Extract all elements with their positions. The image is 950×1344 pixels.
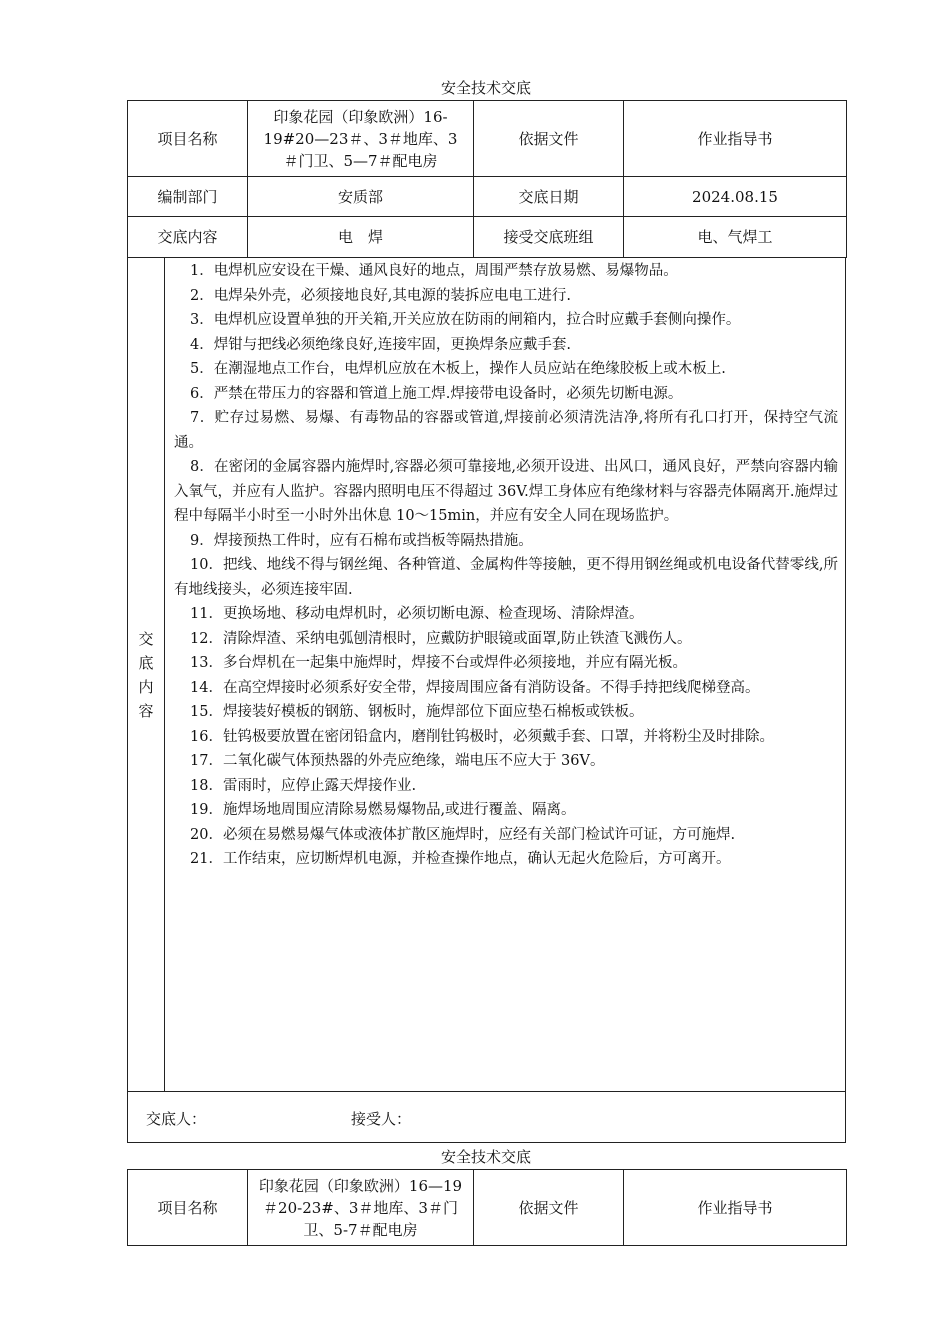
header-table [127,100,847,258]
content-row [128,217,847,258]
safety-item: 10．把线、地线不得与钢丝绳、各种管道、金属构件等接触，更不得用钢丝绳或机电设备代替零线,所有地线接头，必须连接牢固. [174,557,838,598]
safety-item: 8．在密闭的金属容器内施焊时,容器必须可靠接地,必须开设进、出风口，通风良好，严禁向容器内输入氧气，并应有人监护。容器内照明电压不得超过 36V.焊工身体应有绝缘材料与容器壳体隔离开.施焊过程中每隔半小时至一小时外出休息 10～15min，并应有安全人同在现场监护。 [174,459,838,524]
disclosure-date-label: 交底日期 [474,177,624,217]
basis-document-label: 依据文件 [474,101,624,177]
safety-item: 18．雷雨时，应停止露天焊接作业. [190,777,417,794]
safety-item: 14．在高空焊接时必须系好安全带，焊接周围应备有消防设备。不得手持把线爬梯登高。 [190,679,760,696]
safety-item: 16．钍钨极要放置在密闭铅盒内，磨削钍钨极时，必须戴手套、口罩，并将粉尘及时排除。 [190,728,774,745]
safety-item: 11．更换场地、移动电焊机时，必须切断电源、检查现场、清除焊渣。 [190,606,644,622]
project-row [128,101,847,177]
safety-item: 13．多台焊机在一起集中施焊时，焊接不台或焊件必须接地，并应有隔光板。 [190,655,687,671]
safety-item: 1．电焊机应安设在干燥、通风良好的地点，周围严禁存放易燃、易爆物品。 [190,263,678,279]
project-name-value: 印象花园（印象欧洲）16-19#20—23＃、3＃地库、3＃门卫、5—7＃配电房 [248,101,474,177]
receiving-team-value: 电、气焊工 [624,217,847,258]
safety-item: 21．工作结束，应切断焊机电源，并检查操作地点，确认无起火危险后，方可离开。 [190,851,731,867]
safety-item: 6．严禁在带压力的容器和管道上施工焊.焊接带电设备时，必须先切断电源。 [190,385,683,402]
department-value: 安质部 [248,177,474,217]
safety-item: 12．清除焊渣、采纳电弧刨清根时，应戴防护眼镜或面罩,防止铁渣飞溅伤人。 [190,630,692,647]
safety-item: 19．施焊场地周围应清除易燃易爆物品,或进行覆盖、隔离。 [190,802,576,818]
page-title-2: 安全技术交底 [440,1148,531,1166]
department-label: 编制部门 [128,177,248,217]
safety-item: 7．贮存过易燃、易爆、有毒物品的容器或管道,焊接前必须清洗洁净,将所有孔口打开，保持空气流通。 [174,410,838,451]
safety-item: 2．电焊朵外壳，必须接地良好,其电源的装拆应电电工进行. [190,287,571,304]
project-name-value-2: 印象花园（印象欧洲）16—19＃20-23#、3＃地库、3＃门卫、5-7＃配电房 [248,1170,474,1246]
discloser-label: 交底人： [146,1110,207,1128]
side-label-cell [128,257,165,1091]
receiver-label: 接受人： [351,1110,412,1128]
disclosure-content-value: 电 焊 [248,217,474,258]
disclosure-date-value: 2024.08.15 [624,177,847,217]
project-row-2 [128,1170,847,1246]
safety-item: 5．在潮湿地点工作台，电焊机应放在木板上，操作人员应站在绝缘胶板上或木板上. [190,361,726,377]
signature-row [128,1091,845,1143]
disclosure-body [127,257,846,1143]
safety-item: 3．电焊机应设置单独的开关箱,开关应放在防雨的闸箱内，拉合时应戴手套侧向操作。 [190,312,741,328]
project-name-label: 项目名称 [128,101,248,177]
safety-item: 15．焊接装好模板的钢筋、钢板时，施焊部位下面应垫石棉板或铁板。 [190,704,644,720]
safety-items-list [174,259,838,872]
safety-item: 4．焊钳与把线必须绝缘良好,连接牢固，更换焊条应戴手套. [190,336,571,353]
safety-item: 17．二氧化碳气体预热器的外壳应绝缘，端电压不应大于 36V。 [190,753,605,769]
page-title: 安全技术交底 [440,79,531,97]
side-label: 交底内容 [138,630,154,720]
basis-document-label-2: 依据文件 [474,1170,624,1246]
header-table-2 [127,1169,847,1246]
receiving-team-label: 接受交底班组 [474,217,624,258]
safety-item: 20．必须在易燃易爆气体或液体扩散区施焊时，应经有关部门检试许可证，方可施焊. [190,826,736,843]
basis-document-value-2: 作业指导书 [624,1170,847,1246]
disclosure-content-label: 交底内容 [128,217,248,258]
department-row [128,177,847,217]
safety-item: 9．焊接预热工件时，应有石棉布或挡板等隔热措施。 [190,532,533,549]
project-name-label-2: 项目名称 [128,1170,248,1246]
basis-document-value: 作业指导书 [624,101,847,177]
